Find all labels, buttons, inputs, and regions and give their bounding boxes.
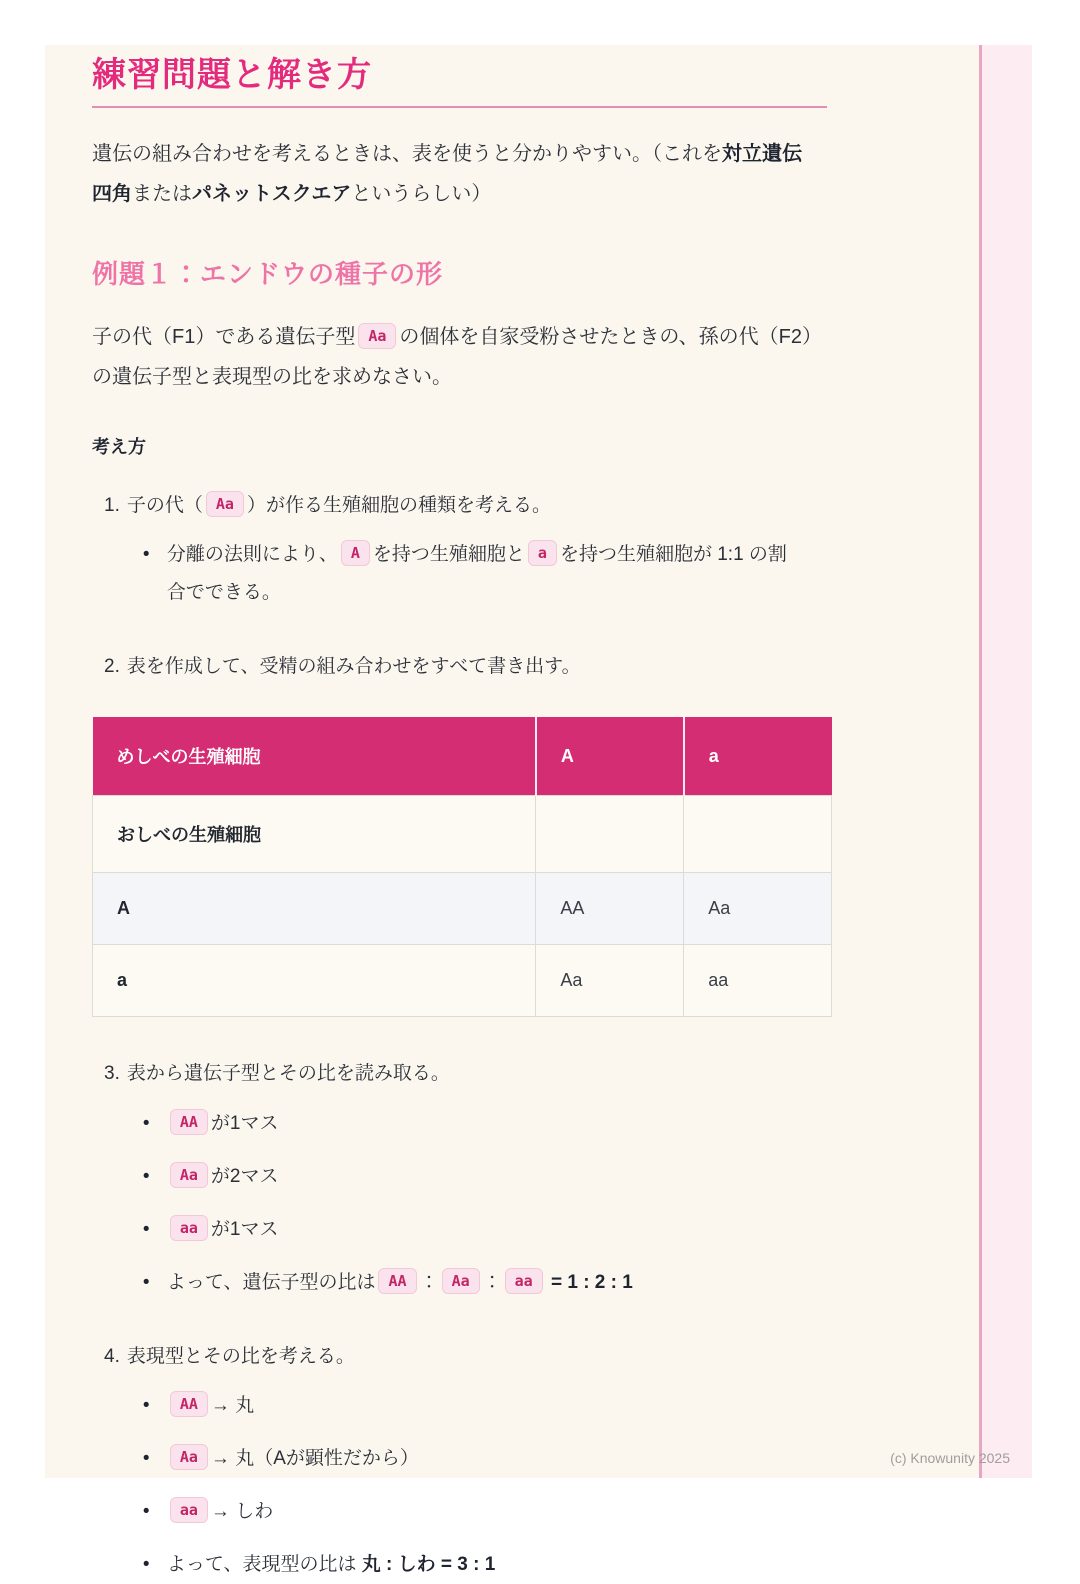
approach-label: 考え方 (92, 436, 146, 457)
table-header-cell: a (684, 717, 832, 796)
table-cell (536, 796, 684, 873)
bullet-item (127, 1387, 804, 1425)
text-run: ： (482, 1271, 502, 1293)
step-text (127, 489, 804, 522)
text-run: → 丸 (210, 1394, 255, 1416)
bullet-list (127, 1105, 804, 1302)
table-cell: AA (536, 873, 684, 945)
step-text (127, 1057, 804, 1090)
genotype-badge: Aa (358, 323, 396, 349)
bullet-item (127, 1105, 804, 1143)
table-cell: Aa (684, 873, 832, 945)
title-divider (92, 106, 827, 108)
bullet-content (167, 1105, 804, 1143)
table-row (93, 945, 832, 1017)
bullet-item (127, 1211, 804, 1249)
punnett-table-head (93, 717, 832, 796)
genotype-badge: Aa (206, 491, 244, 517)
step-item (92, 1057, 804, 1301)
step-text (127, 650, 804, 683)
step-body (127, 650, 804, 683)
step-number: 1. (104, 494, 120, 516)
text-run: 子の代（ (126, 494, 203, 516)
bullet-content (167, 1264, 804, 1302)
step-body (127, 1057, 804, 1301)
bullet-content (167, 1493, 804, 1531)
steps-before-table (92, 489, 820, 684)
bold-text: 丸 : しわ = 3 : 1 (356, 1553, 496, 1575)
text-run: または (132, 182, 192, 205)
step-text (127, 1340, 804, 1373)
step-number: 4. (104, 1345, 120, 1367)
table-row (93, 796, 832, 873)
page-card (45, 45, 1032, 1575)
genotype-badge: aa (505, 1268, 543, 1294)
bullet-dot: • (142, 1165, 150, 1187)
bullet-content (167, 1546, 804, 1584)
row-label-cell: a (93, 945, 536, 1017)
punnett-table (92, 717, 832, 1017)
text-run: を持つ生殖細胞と (372, 544, 525, 566)
bullet-dot: • (142, 1394, 150, 1416)
text-run: が1マス (210, 1112, 279, 1134)
bold-text: = 1 : 2 : 1 (545, 1271, 633, 1293)
genotype-badge: AA (170, 1109, 208, 1135)
bullet-dot: • (142, 544, 150, 566)
genotype-badge: aa (170, 1215, 208, 1241)
step-item (92, 489, 804, 612)
page-title: 練習問題と解き方 (92, 56, 372, 94)
punnett-table-header-row (93, 717, 832, 796)
genotype-badge: Aa (170, 1162, 208, 1188)
row-label-cell: A (93, 873, 536, 945)
table-cell: aa (684, 945, 832, 1017)
step-item (92, 1340, 804, 1584)
bullet-item (127, 1493, 804, 1531)
bullet-item (127, 1264, 804, 1302)
bullet-item (127, 1440, 804, 1478)
text-run: 表を作成して、受精の組み合わせをすべて書き出す。 (126, 656, 581, 678)
bullet-list (127, 536, 804, 612)
bullet-content (167, 1440, 804, 1478)
genotype-badge: A (341, 540, 370, 566)
genotype-badge: AA (170, 1391, 208, 1417)
text-run: 子の代（F1）である遺伝子型 (92, 325, 356, 348)
text-run: が1マス (210, 1218, 279, 1240)
text-run: というらしい） (351, 182, 492, 205)
text-run: ）が作る生殖細胞の種類を考える。 (246, 494, 551, 516)
problem-statement (92, 317, 820, 397)
genotype-badge: AA (378, 1268, 416, 1294)
table-header-cell: A (536, 717, 684, 796)
text-run: よって、表現型の比は (166, 1553, 357, 1575)
table-header-cell: めしべの生殖細胞 (93, 717, 536, 796)
bullet-item (127, 1158, 804, 1196)
bullet-content (167, 536, 804, 612)
text-run: が2マス (210, 1165, 279, 1187)
punnett-square (92, 717, 832, 1017)
bullet-dot: • (142, 1447, 150, 1469)
text-run: ： (419, 1271, 439, 1293)
text-run: を持つ生殖細胞が 1:1 の割合でできる。 (166, 544, 787, 604)
side-accent-band (979, 45, 1032, 1478)
text-run: 表から遺伝子型とその比を読み取る。 (126, 1063, 450, 1085)
genotype-badge: a (528, 540, 557, 566)
text-run: 分離の法則により、 (166, 544, 338, 566)
table-row (93, 873, 832, 945)
bullet-content (167, 1387, 804, 1425)
step-body (127, 1340, 804, 1584)
bullet-dot: • (142, 1112, 150, 1134)
text-run: の個体を自家受粉させたときの、孫の代（F2）の遺伝子型と表現型の比を求めなさい。 (92, 325, 812, 388)
bullet-dot: • (142, 1218, 150, 1240)
bullet-item (127, 1546, 804, 1584)
intro-paragraph (92, 134, 820, 214)
bullet-content (167, 1211, 804, 1249)
bold-text: 対立遺伝四角 (92, 142, 802, 205)
table-cell: Aa (536, 945, 684, 1017)
text-run: → 丸（Aが顕性だから） (210, 1447, 419, 1469)
text-run: 表現型とその比を考える。 (126, 1345, 355, 1367)
bullet-content (167, 1158, 804, 1196)
table-cell (684, 796, 832, 873)
bullet-list (127, 1387, 804, 1584)
footer-credit: (c) Knowunity 2025 (890, 1450, 1010, 1466)
steps-after-table (92, 1057, 820, 1584)
bullet-dot: • (142, 1553, 150, 1575)
genotype-badge: Aa (170, 1444, 208, 1470)
bullet-item (127, 536, 804, 612)
text-run: → しわ (210, 1500, 274, 1522)
step-number: 3. (104, 1063, 120, 1085)
step-number: 2. (104, 656, 120, 678)
document-content (45, 45, 820, 1584)
genotype-badge: Aa (442, 1268, 480, 1294)
step-body (127, 489, 804, 612)
punnett-table-body (93, 796, 832, 1017)
bullet-dot: • (142, 1500, 150, 1522)
row-label-cell: おしべの生殖細胞 (93, 796, 536, 873)
text-run: よって、遺伝子型の比は (166, 1271, 376, 1293)
bold-text: パネットスクエア (192, 182, 352, 205)
example-heading: 例題１：エンドウの種子の形 (92, 258, 444, 289)
bullet-dot: • (142, 1271, 150, 1293)
genotype-badge: aa (170, 1497, 208, 1523)
text-run: 遺伝の組み合わせを考えるときは、表を使うと分かりやすい。（これを (92, 142, 722, 165)
step-item (92, 650, 804, 683)
